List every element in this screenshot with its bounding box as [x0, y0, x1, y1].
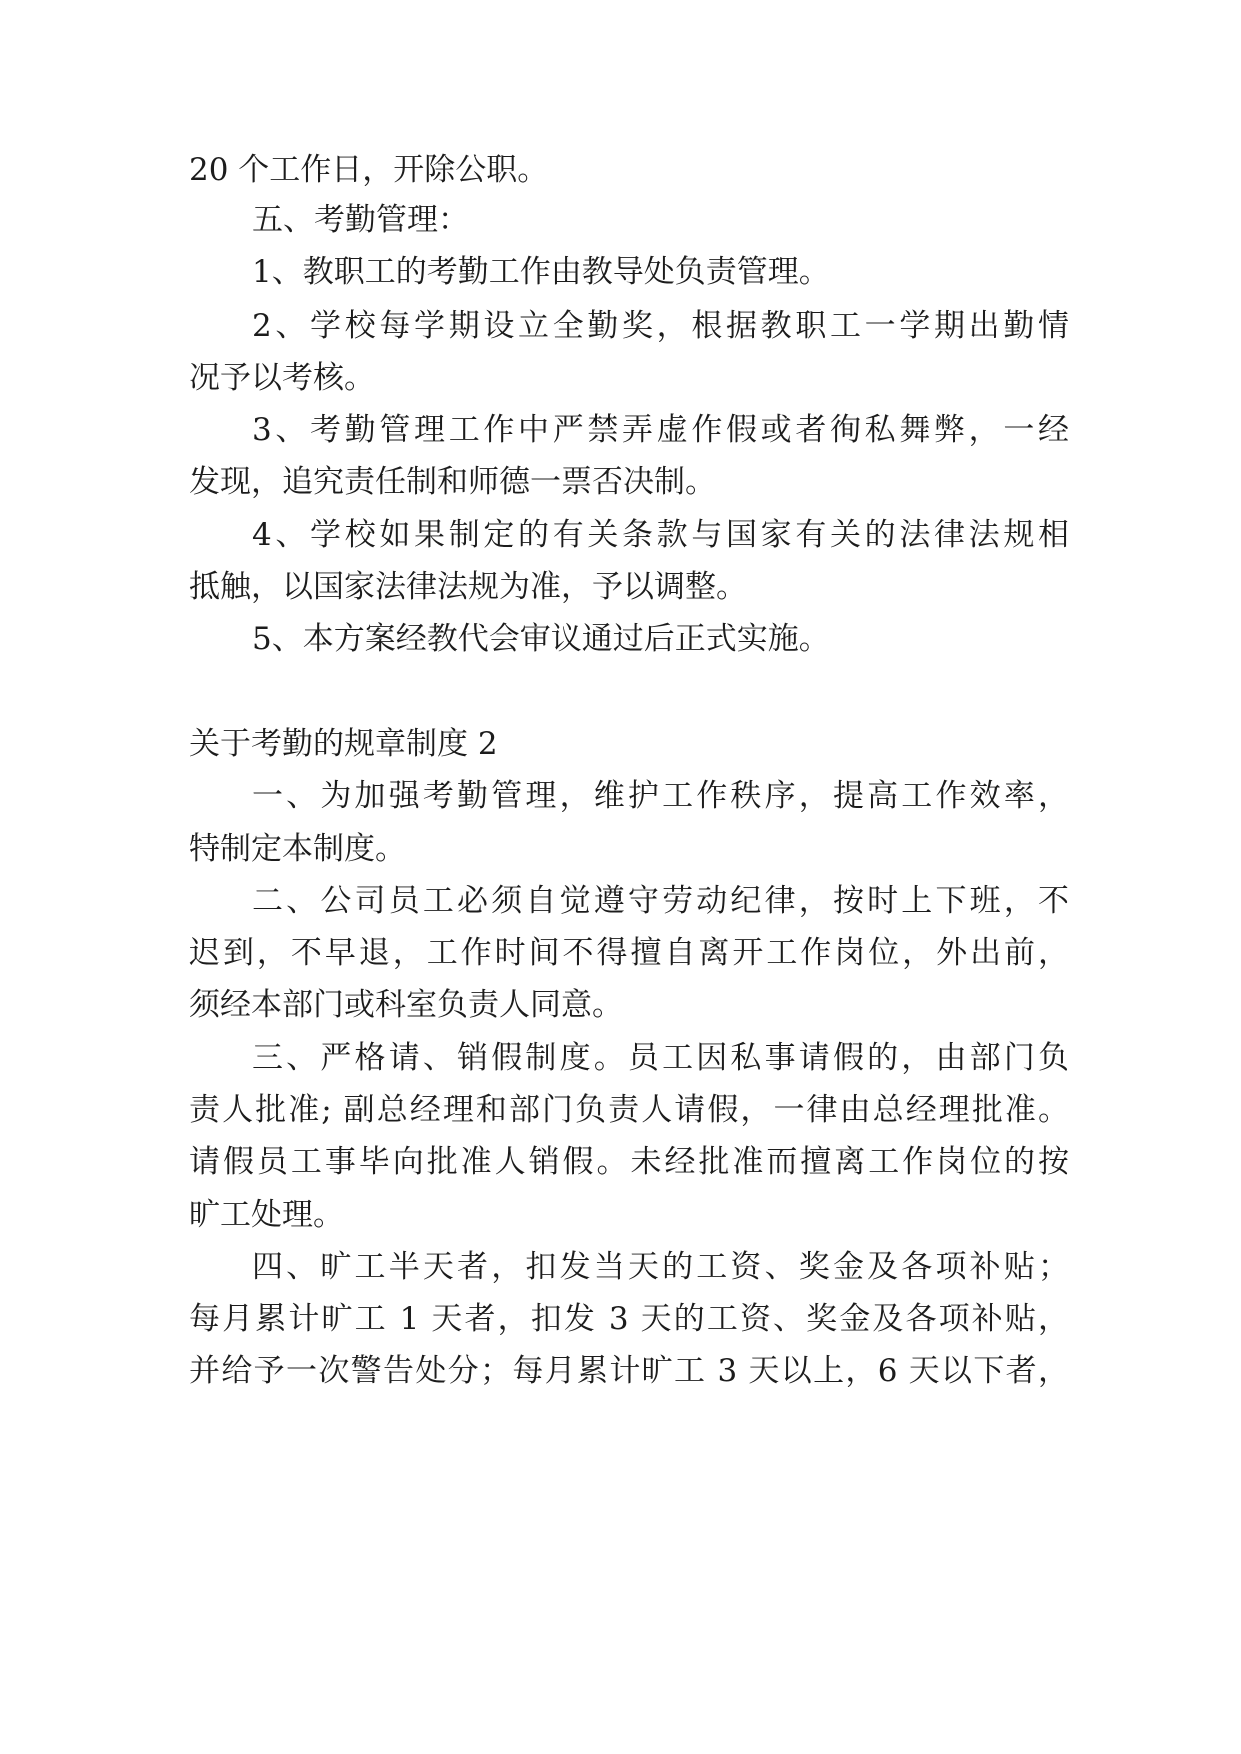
body-text-line: 责人批准; 副总经理和部门负责人请假，一律由总经理批准。: [189, 1092, 1069, 1128]
body-text-line: 三、严格请、销假制度。员工因私事请假的，由部门负: [252, 1040, 1069, 1076]
body-text-line: 2、学校每学期设立全勤奖，根据教职工一学期出勤情: [252, 308, 1069, 344]
body-text-line: 3、考勤管理工作中严禁弄虚作假或者徇私舞弊，一经: [252, 412, 1069, 448]
body-text-line: 二、公司员工必须自觉遵守劳动纪律，按时上下班，不: [252, 883, 1069, 919]
body-text-line: 迟到，不早退，工作时间不得擅自离开工作岗位，外出前，: [189, 935, 1069, 971]
body-text-line: 20 个工作日，开除公职。: [189, 152, 549, 188]
body-text-line: 须经本部门或科室负责人同意。: [189, 987, 623, 1023]
section-heading: 五、考勤管理：: [252, 202, 469, 238]
body-text-line: 5、本方案经教代会审议通过后正式实施。: [252, 621, 830, 657]
body-text-line: 并给予一次警告处分；每月累计旷工 3 天以上，6 天以下者，: [189, 1353, 1069, 1389]
body-text-line: 发现，追究责任制和师德一票否决制。: [189, 464, 716, 500]
body-text-line: 4、学校如果制定的有关条款与国家有关的法律法规相: [252, 517, 1069, 553]
body-text-line: 特制定本制度。: [189, 831, 406, 867]
body-text-line: 1、教职工的考勤工作由教导处负责管理。: [252, 254, 830, 290]
body-text-line: 旷工处理。: [189, 1197, 344, 1233]
body-text-line: 请假员工事毕向批准人销假。未经批准而擅离工作岗位的按: [189, 1144, 1069, 1180]
body-text-line: 四、旷工半天者，扣发当天的工资、奖金及各项补贴；: [252, 1249, 1069, 1285]
document-section-title: 关于考勤的规章制度 2: [189, 726, 498, 762]
body-text-line: 一、为加强考勤管理，维护工作秩序，提高工作效率，: [252, 778, 1069, 814]
body-text-line: 况予以考核。: [189, 360, 375, 396]
body-text-line: 抵触，以国家法律法规为准，予以调整。: [189, 569, 747, 605]
body-text-line: 每月累计旷工 1 天者，扣发 3 天的工资、奖金及各项补贴，: [189, 1301, 1069, 1337]
